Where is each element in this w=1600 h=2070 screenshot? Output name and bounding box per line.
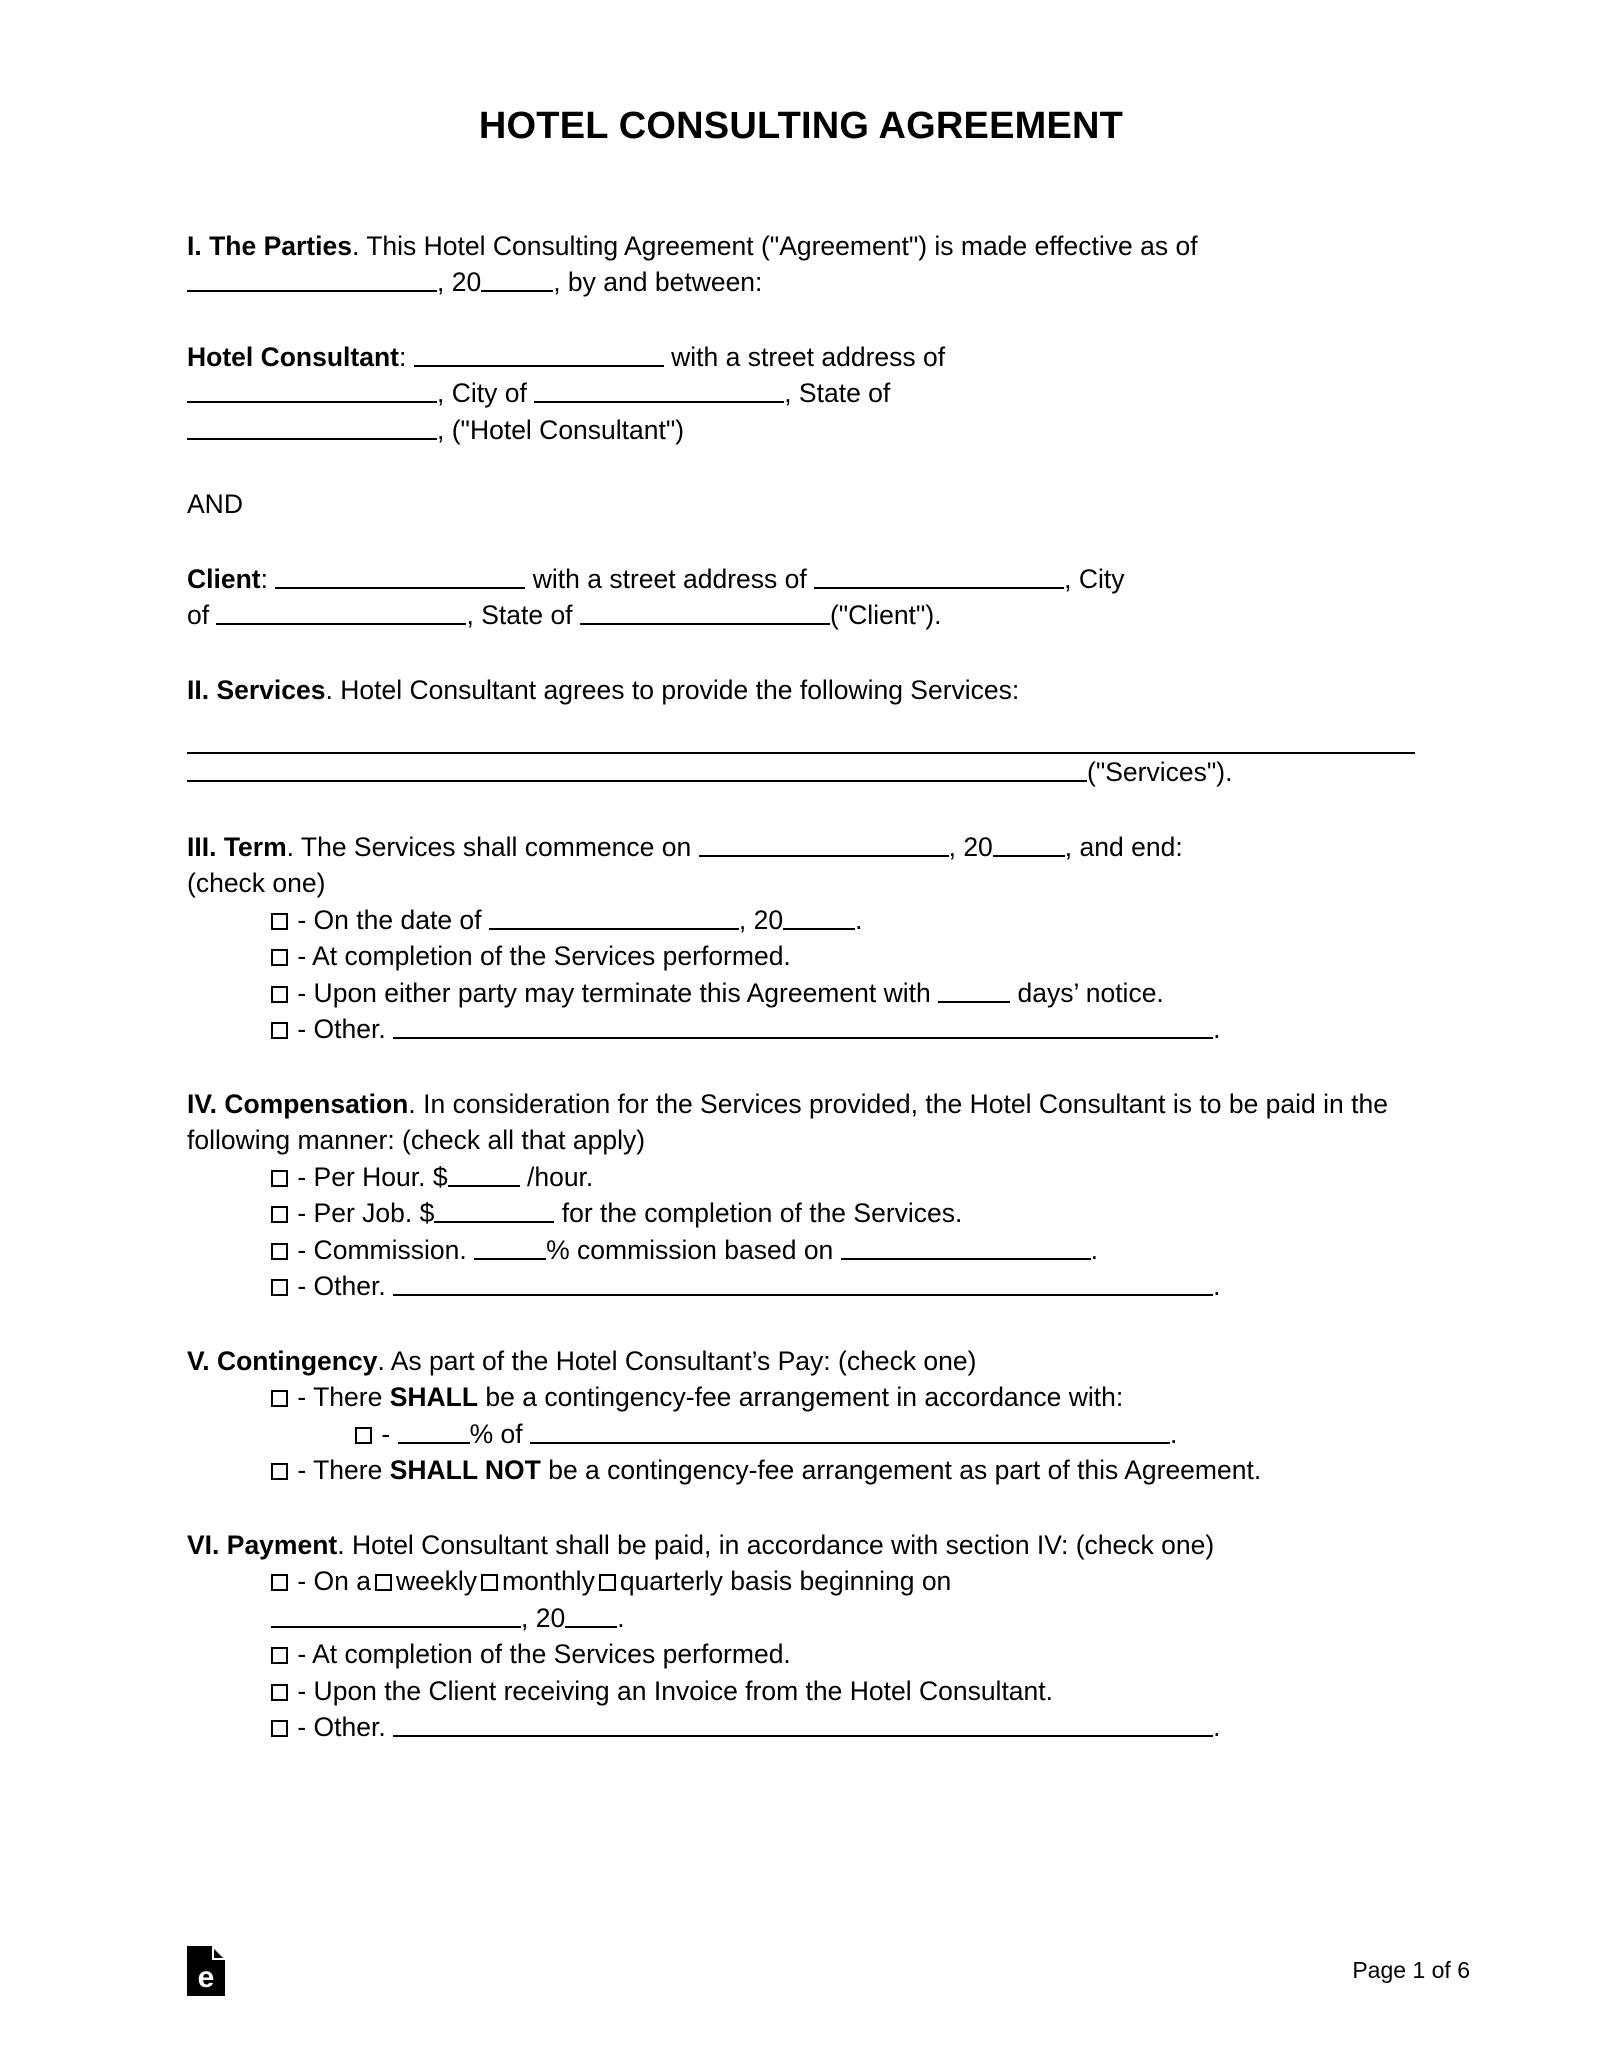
hotel-consultant-tail: , ("Hotel Consultant") (437, 414, 685, 445)
term-start-date-blank[interactable] (699, 830, 949, 856)
svg-text:e: e (197, 1961, 215, 1994)
contingency-option-shall[interactable] (187, 1379, 1415, 1416)
hotel-consultant-colon: : (399, 341, 407, 372)
compensation-option-commission[interactable] (187, 1232, 1415, 1269)
client-name-blank[interactable] (275, 562, 525, 588)
document-body (187, 104, 1415, 1746)
section-heading-compensation: IV. Compensation (187, 1088, 409, 1119)
compensation-per-job-before: - Per Job. $ (297, 1198, 435, 1229)
compensation-commission-percent-blank[interactable] (474, 1233, 546, 1259)
contingency-shall-bold: SHALL (389, 1382, 479, 1413)
term-year-label: , 20 (948, 831, 993, 862)
compensation-other-label: - Other. (297, 1271, 386, 1302)
page-title: HOTEL CONSULTING AGREEMENT (478, 105, 1124, 147)
term-option-on-date-label: - On the date of (297, 904, 482, 935)
payment-other-blank[interactable] (393, 1711, 1213, 1737)
hotel-consultant-city-label: , City of (437, 378, 527, 409)
and-separator: AND (187, 489, 243, 520)
eforms-logo-icon (187, 1946, 225, 1996)
section-payment (187, 1527, 1415, 1564)
compensation-text: . In consideration for the Services provided, the Hotel Consultant is to be paid in the following manner: (check all that apply) (187, 1088, 1388, 1156)
payment-option-completion[interactable] (187, 1636, 1415, 1673)
payment-option-recurring[interactable] (187, 1563, 1415, 1600)
term-option-other-blank[interactable] (393, 1013, 1213, 1039)
term-option-terminate[interactable] (187, 975, 1415, 1012)
payment-monthly-label: monthly (502, 1566, 595, 1597)
section-parties (187, 228, 1415, 301)
compensation-option-other[interactable] (187, 1268, 1415, 1305)
parties-intro-before: . This Hotel Consulting Agreement ("Agreement") is made effective as of (351, 230, 1198, 261)
client-city-label: , City (1064, 563, 1125, 594)
section-heading-term: III. Term (187, 831, 287, 862)
contingency-shallnot-before: - There (297, 1455, 383, 1486)
checkbox-icon[interactable] (271, 1684, 288, 1701)
checkbox-weekly-icon[interactable] (375, 1574, 392, 1591)
checkbox-icon[interactable] (271, 913, 288, 930)
term-option-completion[interactable] (187, 938, 1415, 975)
contingency-option-shall-not[interactable] (187, 1452, 1415, 1489)
checkbox-icon[interactable] (271, 1574, 288, 1591)
checkbox-icon[interactable] (271, 1720, 288, 1737)
term-check-note: (check one) (187, 868, 326, 899)
payment-option-invoice[interactable] (187, 1673, 1415, 1710)
hotel-consultant-street-label: with a street address of (671, 341, 946, 372)
compensation-commission-before: - Commission. (297, 1234, 467, 1265)
contingency-sub-percent-blank[interactable] (398, 1417, 470, 1443)
compensation-commission-after: . (1090, 1234, 1099, 1265)
compensation-other-suffix: . (1213, 1271, 1221, 1302)
checkbox-quarterly-icon[interactable] (599, 1574, 616, 1591)
term-option-on-date-suffix: . (855, 904, 863, 935)
hotel-consultant-name-blank[interactable] (414, 340, 664, 366)
section-services (187, 672, 1415, 709)
client-city-blank[interactable] (216, 599, 466, 625)
payment-date-year: , 20 (521, 1602, 566, 1633)
compensation-per-hour-after: /hour. (526, 1161, 594, 1192)
payment-weekly-label: weekly (396, 1566, 478, 1597)
parties-year-blank[interactable] (481, 266, 553, 292)
payment-on-a-label: - On a (297, 1566, 372, 1597)
checkbox-icon[interactable] (271, 1463, 288, 1480)
checkbox-monthly-icon[interactable] (481, 1574, 498, 1591)
section-heading-services: II. Services (187, 674, 326, 705)
payment-text: . Hotel Consultant shall be paid, in accordance with section IV: (check one) (337, 1529, 1215, 1560)
parties-year-label: , 20 (437, 267, 482, 298)
term-option-terminate-after: days’ notice. (1017, 977, 1164, 1008)
payment-begin-date-blank[interactable] (271, 1601, 521, 1627)
page-number: Page 1 of 6 (1352, 1957, 1470, 1983)
contingency-shall-before: - There (297, 1382, 383, 1413)
checkbox-icon[interactable] (271, 1170, 288, 1187)
term-text-after: , and end: (1064, 831, 1183, 862)
payment-at-completion-label: - At completion of the Services performed. (297, 1639, 791, 1670)
term-option-on-date-year-blank[interactable] (783, 903, 855, 929)
checkbox-icon[interactable] (271, 949, 288, 966)
checkbox-icon[interactable] (271, 1647, 288, 1664)
contingency-shall-after: be a contingency-fee arrangement in accordance with: (485, 1382, 1124, 1413)
hotel-consultant-block (187, 339, 1415, 449)
section-contingency (187, 1343, 1415, 1380)
checkbox-icon[interactable] (271, 1206, 288, 1223)
compensation-per-hour-before: - Per Hour. $ (297, 1161, 448, 1192)
term-option-other-suffix: . (1213, 1014, 1221, 1045)
hotel-consultant-state-label: , State of (784, 378, 891, 409)
contingency-sub-suffix: . (1169, 1418, 1178, 1449)
compensation-per-hour-blank[interactable] (448, 1160, 520, 1186)
services-line-2[interactable] (187, 756, 1087, 782)
hotel-consultant-address-blank[interactable] (187, 377, 437, 403)
payment-recurring-date (187, 1600, 1415, 1637)
client-colon: : (260, 563, 268, 594)
client-block (187, 561, 1415, 634)
section-heading-contingency: V. Contingency (187, 1345, 378, 1376)
client-street-label: with a street address of (532, 563, 807, 594)
checkbox-icon[interactable] (271, 1279, 288, 1296)
parties-intro-after: , by and between: (553, 267, 763, 298)
checkbox-icon[interactable] (271, 1022, 288, 1039)
contingency-sub-percent[interactable] (187, 1416, 1415, 1453)
payment-other-suffix: . (1213, 1712, 1221, 1743)
hotel-consultant-label: Hotel Consultant (187, 341, 399, 372)
section-heading-parties: I. The Parties (187, 230, 352, 261)
compensation-commission-mid: % commission based on (546, 1234, 834, 1265)
checkbox-icon[interactable] (271, 1243, 288, 1260)
term-option-other[interactable] (187, 1011, 1415, 1048)
compensation-other-blank[interactable] (393, 1270, 1213, 1296)
client-address-blank[interactable] (814, 562, 1064, 588)
contingency-shallnot-after: be a contingency-fee arrangement as part of this Agreement. (548, 1455, 1262, 1486)
term-option-on-date-year: , 20 (738, 904, 784, 935)
term-option-completion-label: - At completion of the Services performed. (297, 941, 791, 972)
contingency-sub-basis-blank[interactable] (530, 1417, 1170, 1443)
section-compensation (187, 1086, 1415, 1159)
hotel-consultant-city-blank[interactable] (534, 377, 784, 403)
checkbox-icon[interactable] (355, 1427, 372, 1444)
compensation-per-job-blank[interactable] (434, 1197, 554, 1223)
payment-invoice-label: - Upon the Client receiving an Invoice from the Hotel Consultant. (297, 1675, 1054, 1706)
payment-other-label: - Other. (297, 1712, 386, 1743)
page-footer (187, 1926, 1470, 1996)
checkbox-icon[interactable] (271, 986, 288, 1003)
client-of-label: of (187, 600, 210, 631)
contingency-shallnot-bold: SHALL NOT (389, 1455, 541, 1486)
parties-date-blank[interactable] (187, 266, 437, 292)
contingency-sub-mid: % of (469, 1418, 523, 1449)
payment-begin-year-blank[interactable] (565, 1601, 617, 1627)
services-fill-lines (187, 728, 1415, 791)
hotel-consultant-state-blank[interactable] (187, 413, 437, 439)
checkbox-icon[interactable] (271, 1390, 288, 1407)
term-option-terminate-days-blank[interactable] (938, 976, 1010, 1002)
term-year-blank[interactable] (993, 830, 1065, 856)
client-state-blank[interactable] (580, 599, 830, 625)
term-option-terminate-before: - Upon either party may terminate this Agreement with (297, 977, 931, 1008)
compensation-per-job-after: for the completion of the Services. (561, 1198, 963, 1229)
compensation-commission-basis-blank[interactable] (841, 1233, 1091, 1259)
services-line-1[interactable] (187, 728, 1415, 754)
contingency-text: . As part of the Hotel Consultant’s Pay: (check one) (377, 1345, 977, 1376)
client-tail: ("Client"). (829, 600, 942, 631)
term-option-on-date-blank[interactable] (489, 903, 739, 929)
services-text: . Hotel Consultant agrees to provide the following Services: (325, 674, 1020, 705)
compensation-option-per-job[interactable] (187, 1195, 1415, 1232)
compensation-option-per-hour[interactable] (187, 1159, 1415, 1196)
client-state-label: , State of (466, 600, 573, 631)
term-text-before: . The Services shall commence on (286, 831, 692, 862)
client-label: Client (187, 563, 261, 594)
payment-date-suffix: . (617, 1602, 625, 1633)
contingency-sub-before: - (381, 1418, 391, 1449)
section-term (187, 829, 1415, 902)
section-heading-payment: VI. Payment (187, 1529, 338, 1560)
term-option-on-date[interactable] (187, 902, 1415, 939)
payment-option-other[interactable] (187, 1709, 1415, 1746)
payment-quarterly-label: quarterly basis beginning on (619, 1566, 952, 1597)
services-tail: ("Services"). (1087, 757, 1233, 788)
term-option-other-label: - Other. (297, 1014, 386, 1045)
